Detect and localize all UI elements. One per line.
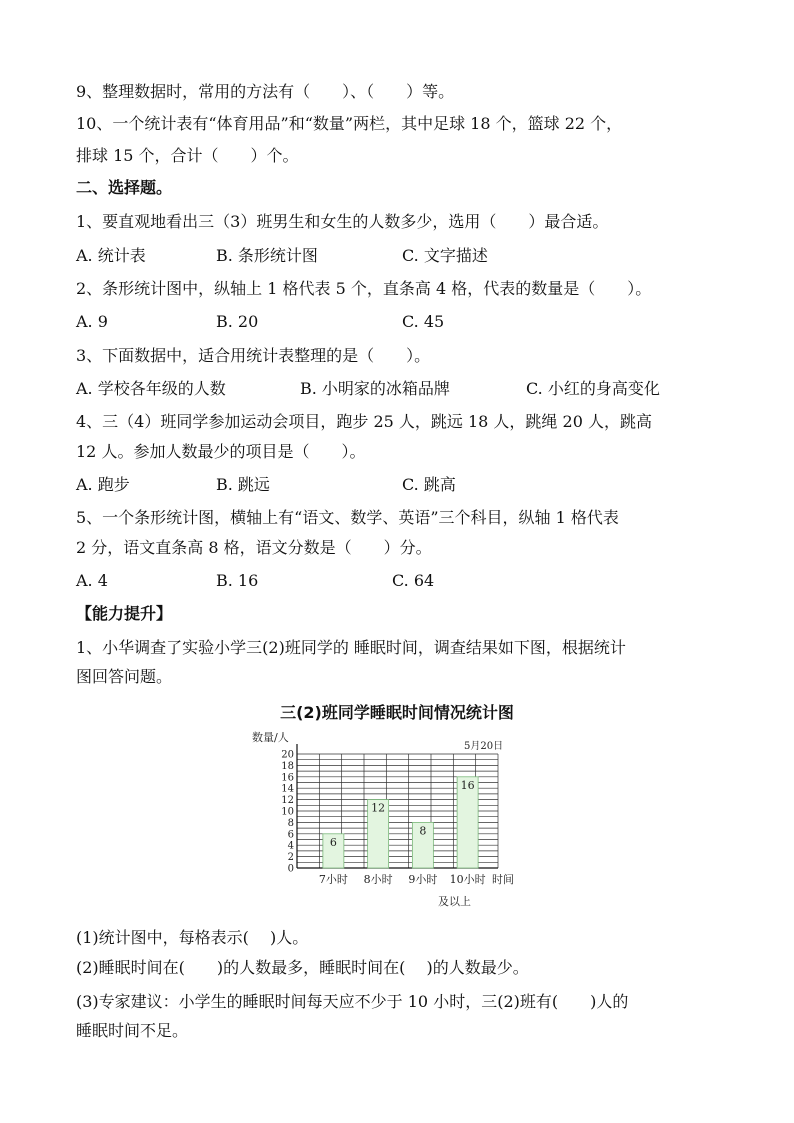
x-category-note: 及以上	[438, 895, 471, 908]
option-c: C. 跳高	[402, 475, 456, 494]
bar-value-label: 16	[460, 778, 475, 792]
problem-1-line2: 图回答问题。	[76, 667, 173, 686]
y-tick-label: 16	[281, 772, 294, 784]
x-tick-label: 9小时	[408, 873, 438, 886]
y-tick-label: 2	[287, 852, 294, 864]
choice-5-line1: 5、一个条形统计图，横轴上有“语文、数学、英语”三个科目，纵轴 1 格代表	[76, 508, 619, 527]
option-a: A. 跑步	[76, 475, 130, 494]
y-tick-labels	[281, 750, 294, 875]
option-b: B. 跳远	[216, 475, 270, 494]
bar-value-label: 8	[419, 824, 427, 838]
option-a: A. 统计表	[76, 246, 146, 265]
option-c: C. 文字描述	[402, 246, 488, 265]
question-9: 9、整理数据时，常用的方法有（ ）、（ ）等。	[76, 82, 455, 101]
x-tick-label: 7小时	[318, 873, 348, 886]
problem-1-line1: 1、小华调查了实验小学三(2)班同学的 睡眠时间，调查结果如下图，根据统计	[76, 638, 626, 657]
choice-2: 2、条形统计图中，纵轴上 1 格代表 5 个，直条高 4 格，代表的数量是（ ）。	[76, 279, 652, 298]
y-tick-label: 6	[287, 829, 294, 841]
question-10-line2: 排球 15 个，合计（ ）个。	[76, 146, 299, 165]
option-a: A. 9	[76, 312, 108, 331]
y-tick-label: 8	[287, 817, 294, 829]
x-tick-label: 8小时	[363, 873, 393, 886]
choice-4-line2: 12 人。参加人数最少的项目是（ ）。	[76, 442, 366, 461]
option-b: B. 16	[216, 571, 259, 590]
choice-1: 1、要直观地看出三（3）班男生和女生的人数多少，选用（ ）最合适。	[76, 212, 609, 231]
y-tick-label: 10	[281, 806, 294, 818]
y-axis-label: 数量/人	[252, 731, 289, 744]
y-tick-label: 0	[287, 863, 294, 875]
sub-question-2: (2)睡眠时间在( )的人数最多，睡眠时间在( )的人数最少。	[76, 958, 529, 977]
option-c: C. 小红的身高变化	[526, 379, 660, 398]
bar-value-label: 12	[371, 801, 386, 815]
section-ability-heading: 【能力提升】	[76, 604, 173, 623]
chart-date-label: 5月20日	[464, 741, 504, 752]
y-tick-label: 12	[281, 795, 294, 807]
option-a: A. 4	[76, 571, 108, 590]
sleep-time-bar-chart	[250, 728, 550, 908]
bar-value-label: 6	[329, 835, 337, 849]
sub-question-3-line1: (3)专家建议：小学生的睡眠时间每天应不少于 10 小时，三(2)班有( )人的	[76, 992, 629, 1011]
y-tick-label: 20	[281, 749, 294, 761]
option-b: B. 条形统计图	[216, 246, 318, 265]
option-b: B. 20	[216, 312, 259, 331]
question-10-line1: 10、一个统计表有“体育用品”和“数量”两栏，其中足球 18 个，篮球 22 个，	[76, 114, 623, 133]
choice-4-line1: 4、三（4）班同学参加运动会项目，跑步 25 人，跳远 18 人，跳绳 20 人，跳高	[76, 412, 652, 431]
x-tick-label: 10小时	[449, 873, 486, 886]
sub-question-1: (1)统计图中，每格表示( )人。	[76, 928, 309, 947]
y-tick-label: 14	[281, 783, 294, 795]
chart-title: 三(2)班同学睡眠时间情况统计图	[280, 703, 514, 722]
option-b: B. 小明家的冰箱品牌	[300, 379, 450, 398]
x-tick-labels	[319, 872, 486, 886]
sub-question-3-line2: 睡眠时间不足。	[76, 1021, 189, 1040]
x-axis-label: 时间	[492, 873, 514, 886]
y-tick-label: 18	[281, 760, 294, 772]
option-c: C. 64	[392, 571, 435, 590]
choice-3: 3、下面数据中，适合用统计表整理的是（ ）。	[76, 346, 431, 365]
y-tick-label: 4	[287, 840, 294, 852]
option-a: A. 学校各年级的人数	[76, 379, 226, 398]
option-c: C. 45	[402, 312, 445, 331]
section-choice-heading: 二、选择题。	[76, 178, 173, 197]
choice-5-line2: 2 分，语文直条高 8 格，语文分数是（ ）分。	[76, 538, 432, 557]
